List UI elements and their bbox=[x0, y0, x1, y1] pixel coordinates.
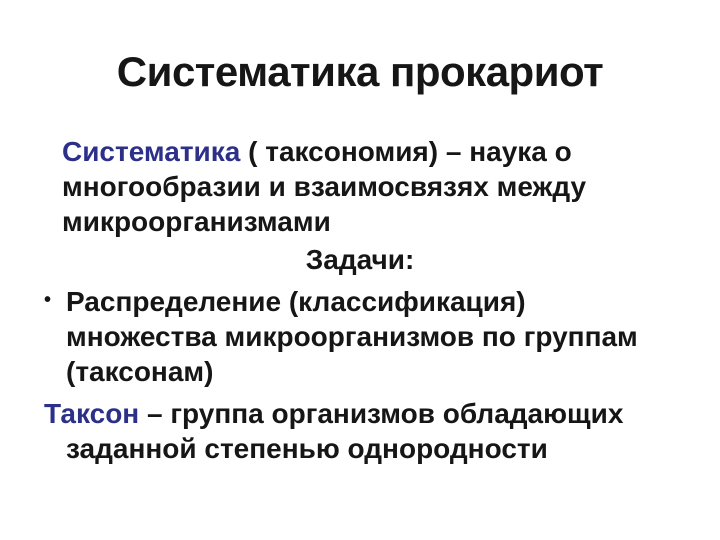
definition-systematics-line1-rest: ( таксономия) – наука о bbox=[240, 136, 572, 167]
task-bullet-line2: множества микроорганизмов по группам bbox=[66, 321, 638, 352]
task-bullet-line1: Распределение (классификация) bbox=[66, 286, 526, 317]
tasks-heading: Задачи: bbox=[305, 244, 415, 275]
definition-taxon-line2: заданной степенью однородности bbox=[66, 433, 548, 464]
term-taxon: Таксон bbox=[44, 398, 140, 429]
bullet-icon: • bbox=[44, 289, 52, 311]
definition-taxon bbox=[44, 396, 623, 466]
definition-systematics-line2: многообразии и взаимосвязях между bbox=[62, 171, 587, 202]
definition-taxon-line1-rest: – группа организмов обладающих bbox=[139, 398, 624, 429]
term-systematics: Систематика bbox=[62, 136, 241, 167]
task-bullet-line3: (таксонам) bbox=[66, 356, 214, 387]
task-bullet-item bbox=[44, 284, 638, 389]
definition-systematics-line1 bbox=[62, 134, 586, 169]
definition-taxon-line1 bbox=[44, 396, 623, 431]
definition-systematics bbox=[62, 134, 586, 239]
slide-title: Систематика прокариот bbox=[116, 48, 604, 95]
definition-systematics-line3: микроорганизмами bbox=[62, 206, 331, 237]
